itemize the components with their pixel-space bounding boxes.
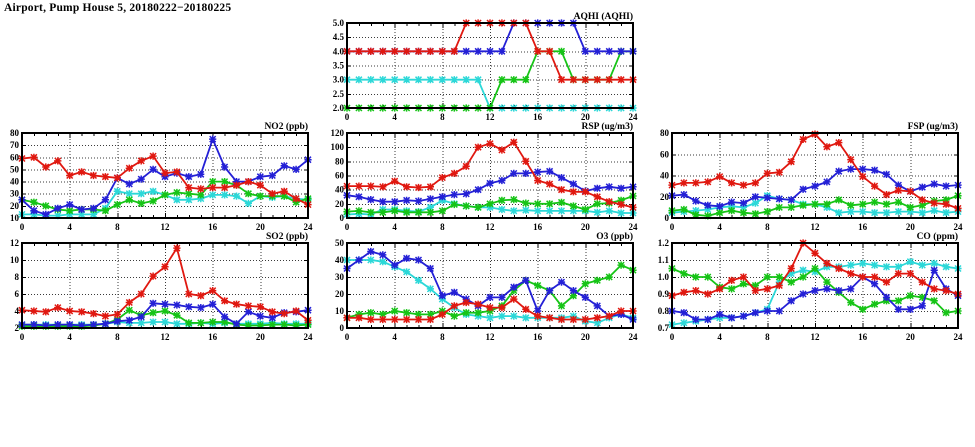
y-tick-label: 1.1 [657,255,669,265]
x-tick-label: 16 [208,332,218,342]
chart-title: CO (ppm) [916,232,958,242]
x-tick-label: 16 [533,112,543,122]
x-tick-label: 12 [485,222,495,232]
x-tick-label: 24 [953,222,963,232]
x-tick-label: 8 [440,222,445,232]
x-tick-label: 12 [485,332,495,342]
y-tick-label: 100 [330,142,344,153]
chart-rsp [325,117,647,237]
y-tick-label: 40 [660,170,669,181]
x-tick-label: 0 [669,332,675,342]
chart-title: FSP (ug/m3) [907,122,958,132]
axis-labels [331,128,639,232]
x-tick-label: 4 [717,332,722,342]
x-tick-label: 12 [810,222,820,232]
y-tick-label: 30 [335,272,344,282]
y-tick-label: 70 [10,140,19,151]
chart-title: SO2 (ppb) [266,232,308,242]
x-tick-label: 0 [344,222,350,232]
x-tick-label: 16 [208,222,218,232]
x-tick-label: 24 [303,332,313,342]
x-tick-label: 8 [440,332,445,342]
x-tick-label: 0 [19,222,25,232]
x-tick-label: 16 [858,222,868,232]
x-tick-label: 12 [160,332,170,342]
x-tick-label: 4 [392,332,397,342]
chart-title: NO2 (ppb) [264,122,308,132]
y-tick-label: 50 [335,238,344,248]
chart-title: AQHI (AQHI) [573,12,633,22]
x-tick-label: 8 [115,222,120,232]
x-tick-label: 12 [160,222,170,232]
x-tick-label: 20 [580,112,590,122]
x-tick-label: 16 [533,332,543,342]
y-tick-label: 0.8 [657,306,669,316]
x-tick-label: 0 [344,112,350,122]
x-tick-label: 24 [303,222,313,232]
x-tick-label: 8 [440,112,445,122]
y-tick-label: 20 [335,289,344,299]
x-tick-label: 20 [905,222,915,232]
page-title: Airport, Pump House 5, 20180222−20180225 [4,2,232,14]
chart-o3 [325,227,647,347]
x-tick-label: 4 [717,222,722,232]
x-tick-label: 20 [905,332,915,342]
y-tick-label: 4.5 [332,32,344,43]
x-tick-label: 4 [392,112,397,122]
x-tick-label: 0 [19,332,25,342]
y-tick-label: 2 [14,323,19,333]
gridlines [347,23,633,108]
series-markers [343,139,636,211]
y-tick-label: 0 [664,213,669,223]
x-tick-label: 16 [533,222,543,232]
gridlines [22,243,308,328]
y-tick-label: 12 [10,238,19,248]
y-tick-label: 60 [335,170,344,181]
y-tick-label: 0.7 [657,323,669,333]
x-tick-label: 0 [669,222,675,232]
x-tick-label: 4 [67,332,72,342]
x-tick-label: 12 [810,332,820,342]
x-tick-label: 8 [765,332,770,342]
x-tick-label: 4 [392,222,397,232]
y-tick-label: 60 [660,149,669,160]
y-tick-label: 0 [339,213,344,223]
axis-labels [333,18,638,122]
x-tick-label: 24 [628,222,638,232]
x-tick-label: 24 [628,332,638,342]
y-tick-label: 3.0 [332,74,344,85]
y-tick-label: 50 [10,164,19,175]
y-tick-label: 60 [10,152,19,163]
y-tick-label: 40 [10,176,19,187]
y-tick-label: 120 [330,128,344,138]
x-tick-label: 4 [67,222,72,232]
series-red [343,139,636,211]
y-tick-label: 6 [14,289,19,299]
chart-title: O3 (ppb) [596,232,633,242]
axis-labels [658,238,963,342]
y-tick-label: 40 [335,255,344,265]
y-tick-label: 80 [10,128,19,138]
chart-so2 [0,227,322,347]
y-tick-label: 20 [10,200,19,211]
y-tick-label: 2.0 [332,103,344,113]
y-tick-label: 10 [10,255,19,265]
y-tick-label: 4 [14,306,19,316]
x-tick-label: 0 [344,332,350,342]
x-tick-label: 12 [485,112,495,122]
y-tick-label: 10 [10,213,19,223]
chart-fsp [650,117,972,237]
y-tick-label: 0 [339,323,344,333]
y-tick-label: 1.2 [657,238,669,248]
x-tick-label: 24 [953,332,963,342]
y-tick-label: 5.0 [332,18,344,28]
y-tick-label: 4.0 [332,46,344,57]
y-tick-label: 3.5 [332,60,344,71]
y-tick-label: 10 [335,306,344,316]
x-tick-label: 8 [115,332,120,342]
x-tick-label: 20 [580,222,590,232]
y-tick-label: 8 [14,272,19,282]
y-tick-label: 40 [335,184,344,195]
y-tick-label: 80 [335,156,344,167]
chart-no2 [0,117,322,237]
x-tick-label: 24 [628,112,638,122]
chart-aqhi [325,7,647,127]
chart-title: RSP (ug/m3) [581,122,633,132]
x-tick-label: 16 [858,332,868,342]
y-tick-label: 30 [10,188,19,199]
x-tick-label: 20 [580,332,590,342]
y-tick-label: 20 [660,191,669,202]
chart-co [650,227,972,347]
y-tick-label: 2.5 [332,88,344,99]
y-tick-label: 0.9 [657,289,669,299]
x-tick-label: 20 [255,222,265,232]
y-tick-label: 80 [660,128,669,138]
x-tick-label: 20 [255,332,265,342]
y-tick-label: 1.0 [657,272,669,282]
y-tick-label: 20 [335,198,344,209]
x-tick-label: 8 [765,222,770,232]
